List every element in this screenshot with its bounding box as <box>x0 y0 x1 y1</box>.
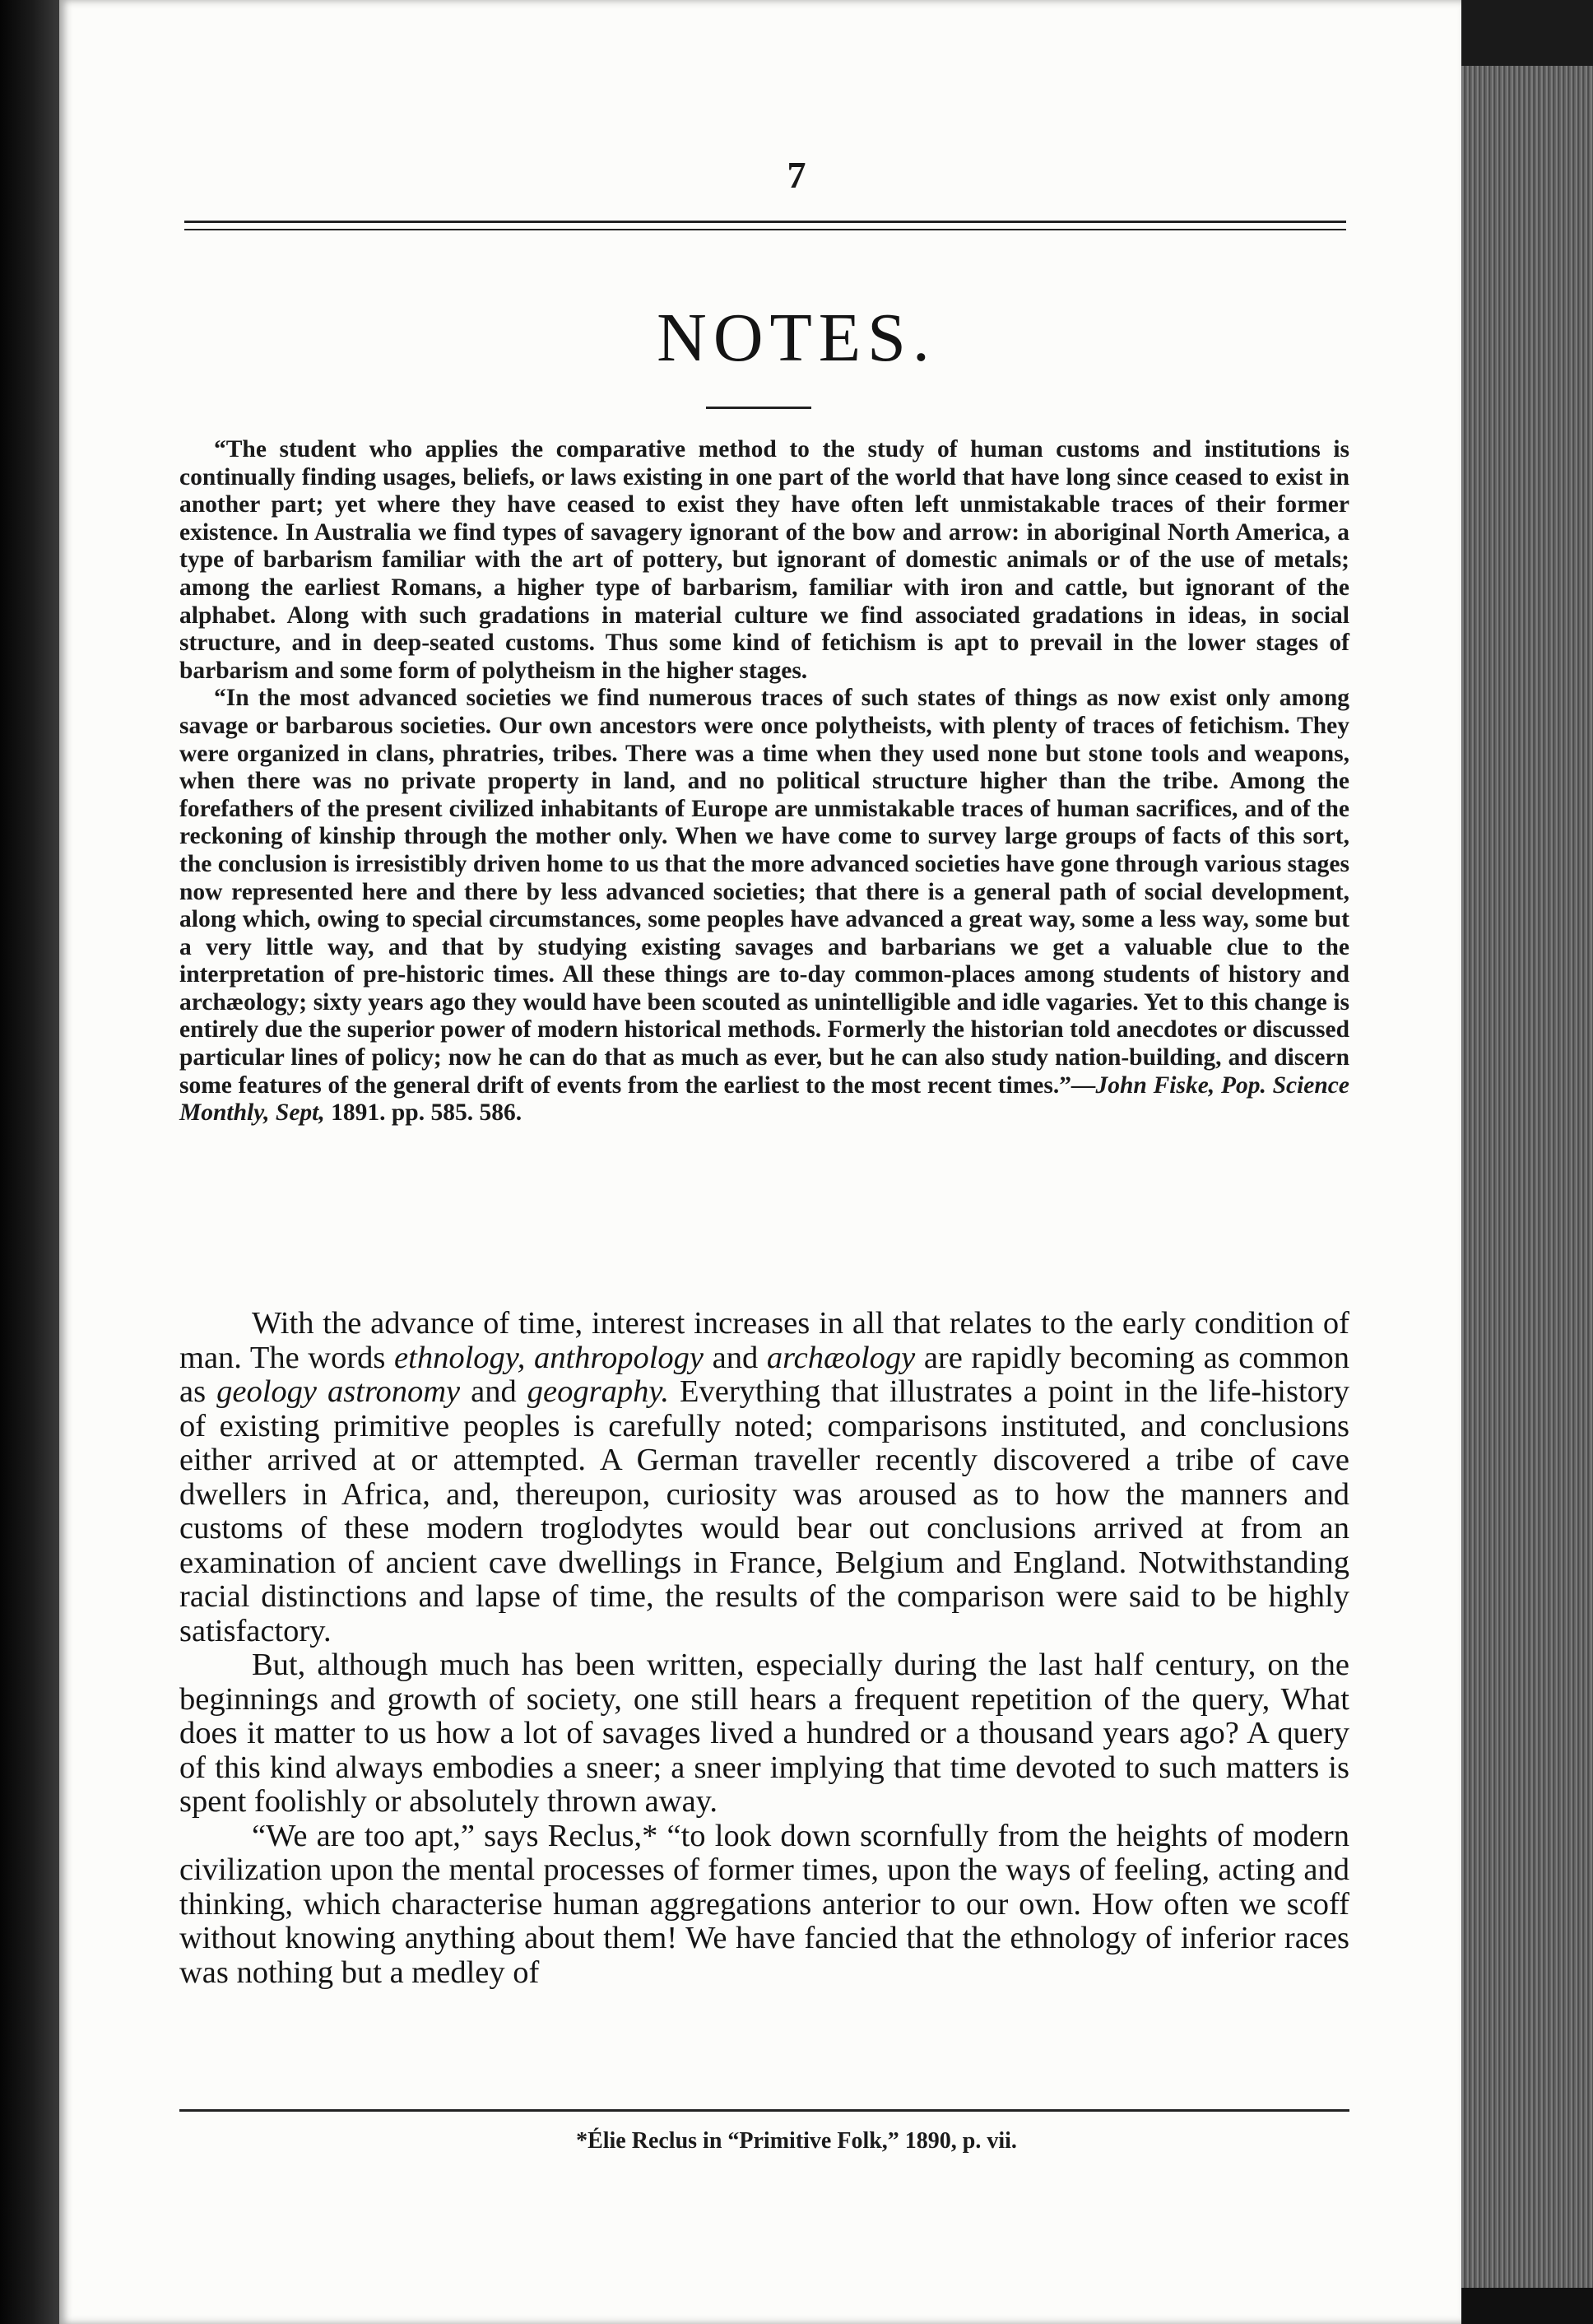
quote-citation-pages: 1891. pp. 585. 586. <box>324 1099 522 1127</box>
page-stack-top <box>1461 0 1593 66</box>
body-p1-text-a: With the advance of time, interest increases in all that relates to the early condition of man. The words <box>179 1306 1349 1375</box>
quote-paragraph-1: “The student who applies the comparative method to the study of human customs and institutions is continually finding usages, beliefs, or laws existing in one part of the world that have long since ceased to exist in another part; yet where they have ceased to exist they have often left unmistakable traces of their former existence. In Australia we find types of savagery ignorant of the bow and arrow: in aboriginal North America, a type of barbarism familiar with the art of pottery, but ignorant of domestic animals or of the use of metals; among the earliest Romans, a higher type of barbarism, familiar with iron and cattle, but ignorant of the alphabet. Along with such gradations in material culture we find associated gradations in ideas, in social structure, and in deep-seated customs. Thus some kind of fetichism is apt to prevail in the lower stages of barbarism and some form of polytheism in the higher stages. <box>179 436 1349 684</box>
term-ethnology-anthropology: ethnology, anthropology <box>394 1340 704 1375</box>
body-paragraph-3: “We are too apt,” says Reclus,* “to look down scornfully from the heights of modern civilization upon the mental processes of former times, upon the ways of feeling, acting and thinking, which characterise human aggregations anterior to our own. How often we scoff without knowing anything about them! We have fancied that the ethnology of inferior races was nothing but a medley of <box>179 1818 1349 1990</box>
page-stack-edges <box>1461 66 1593 2288</box>
quote-paragraph-2 <box>179 685 1349 1127</box>
page-stack-bottom <box>1461 2288 1593 2324</box>
quote-paragraph-2-text: “In the most advanced societies we find numerous traces of such states of things as now exist only among savage or barbarous societies. Our own ancestors were once polytheists, with plenty of traces of fetichism. They were organized in clans, phratries, tribes. There was a time when they used none but stone tools and weapons, when there was no private property in land, and no political structure higher than the tribe. Among the forefathers of the present civilized inhabitants of Europe are unmistakable traces of human sacrifices, and of the reckoning of kinship through the mother only. When we have come to survey large groups of facts of this sort, the conclusion is irresistibly driven home to us that the more advanced societies have gone through various stages now represented here and there by less advanced societies; that there is a general path of social development, along which, owing to special circumstances, some peoples have advanced a great way, some a less way, some but a very little way, and that by studying existing savages and barbarians we get a valuable clue to the interpretation of pre-historic times. All these things are to-day common-places among students of history and archæology; sixty years ago they would have been scouted as unintelligible and idle vagaries. Yet to this change is entirely due the superior power of modern historical methods. Formerly the historian told anecdotes or discussed particular lines of policy; now he can do that as much as ever, but he can also study nation-building, and discern some features of the general drift of events from the earliest to the most recent times.” <box>179 685 1349 1099</box>
title-rule <box>706 407 811 409</box>
body-paragraph-1 <box>179 1307 1349 1648</box>
page-number: 7 <box>787 154 806 196</box>
term-geography: geography. <box>527 1374 669 1409</box>
body-p1-text-d: and <box>460 1374 527 1409</box>
quote-citation-author: —John Fiske, Pop. Science Monthly, Sept, <box>179 1071 1349 1127</box>
body-p1-text-c: are rapidly becoming as common as <box>179 1340 1350 1409</box>
header-rule-lower <box>184 229 1346 230</box>
term-archaeology: archæology <box>766 1340 916 1375</box>
header-rule-upper <box>184 221 1346 223</box>
body-p1-text-b: and <box>704 1340 767 1375</box>
body-p1-text-e: Everything that illustrates a point in the life-history of existing primitive peoples is carefully noted; comparisons instituted, and conclusions either arrived at or attempted. A German traveller recently discovered a tribe of cave dwellers in Africa, and, thereupon, curiosity was aroused as to how the manners and customs of these modern troglodytes would bear out conclusions arrived at from an examination of ancient cave dwellings in France, Belgium and England. Notwithstanding racial distinctions and lapse of time, the results of the comparison were said to be highly satisfactory. <box>179 1374 1349 1648</box>
main-text <box>179 1307 1349 1990</box>
footnote-rule <box>179 2109 1349 2112</box>
footnote: *Élie Reclus in “Primitive Folk,” 1890, p. vii. <box>576 2128 1017 2154</box>
term-geology-astronomy: geology astronomy <box>216 1374 461 1409</box>
body-paragraph-2: But, although much has been written, especially during the last half century, on the beginnings and growth of society, one still hears a frequent repetition of the query, What does it matter to us how a lot of savages lived a hundred or a thousand years ago? A query of this kind always embodies a sneer; a sneer implying that time devoted to such matters is spent foolishly or absolutely thrown away. <box>179 1648 1349 1819</box>
page-title: NOTES. <box>657 300 936 376</box>
fiske-quotation <box>179 436 1349 1127</box>
